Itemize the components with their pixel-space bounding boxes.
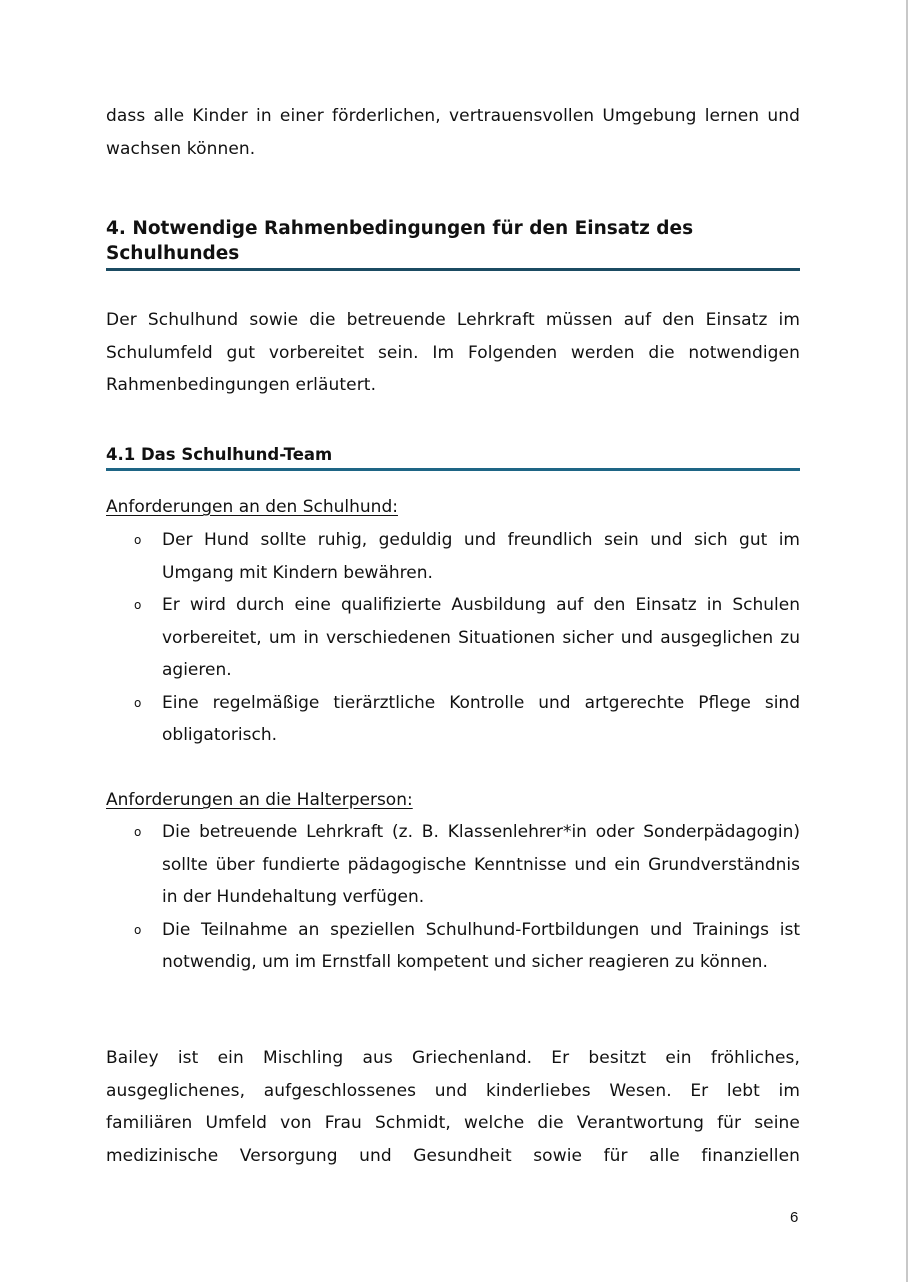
bailey-paragraph: Bailey ist ein Mischling aus Griechenland. Er besitzt ein fröhliches, ausgeglichenes, aufgeschlossenes und kinderliebes Wesen. Er lebt im familiären Umfeld von Frau Schmidt, welche die Verantwortung für seine medizinische Versorgung und Gesundheit sowie für alle finanziellen (106, 1048, 800, 1166)
list-item-text: Er wird durch eine qualifizierte Ausbildung auf den Einsatz in Schulen vorbereitet, um in verschiedenen Situationen sicher und ausgeglichen zu agieren. (162, 595, 800, 680)
dog-requirements-title: Anforderungen an den Schulhund: (106, 497, 398, 517)
list-item (106, 816, 800, 914)
section-heading: 4. Notwendige Rahmenbedingungen für den Einsatz des Schulhundes (106, 216, 800, 271)
owner-requirements-title: Anforderungen an die Halterperson: (106, 790, 413, 810)
list-item (106, 524, 800, 589)
list-item (106, 687, 800, 752)
continuation-paragraph: dass alle Kinder in einer förderlichen, vertrauensvollen Umgebung lernen und wachsen können. (106, 106, 800, 159)
bullet-icon: o (134, 598, 142, 612)
page-number: 6 (790, 1209, 799, 1226)
list-item (106, 589, 800, 687)
list-item-text: Die Teilnahme an speziellen Schulhund-Fortbildungen und Trainings ist notwendig, um im Ernstfall kompetent und sicher reagieren zu können. (162, 919, 800, 972)
list-item-text: Die betreuende Lehrkraft (z. B. Klassenlehrer*in oder Sonderpädagogin) sollte über fundierte pädagogische Kenntnisse und ein Grundverständnis in der Hundehaltung verfügen. (162, 822, 800, 907)
owner-requirements-list (106, 816, 800, 979)
bullet-icon: o (134, 922, 142, 937)
list-item-text: Eine regelmäßige tierärztliche Kontrolle und artgerechte Pflege sind obligatorisch. (162, 692, 800, 745)
dog-requirements-list (106, 524, 800, 752)
intro-paragraph: Der Schulhund sowie die betreuende Lehrkraft müssen auf den Einsatz im Schulumfeld gut vorbereitet sein. Im Folgenden werden die notwendigen Rahmenbedingungen erläutert. (106, 310, 800, 395)
bullet-icon: o (134, 533, 142, 547)
bullet-icon: o (134, 825, 142, 839)
list-item (106, 914, 800, 979)
list-item-text: Der Hund sollte ruhig, geduldig und freundlich sein und sich gut im Umgang mit Kindern bewähren. (162, 530, 800, 583)
subsection-heading: 4.1 Das Schulhund-Team (106, 443, 800, 471)
bullet-icon: o (134, 695, 142, 710)
